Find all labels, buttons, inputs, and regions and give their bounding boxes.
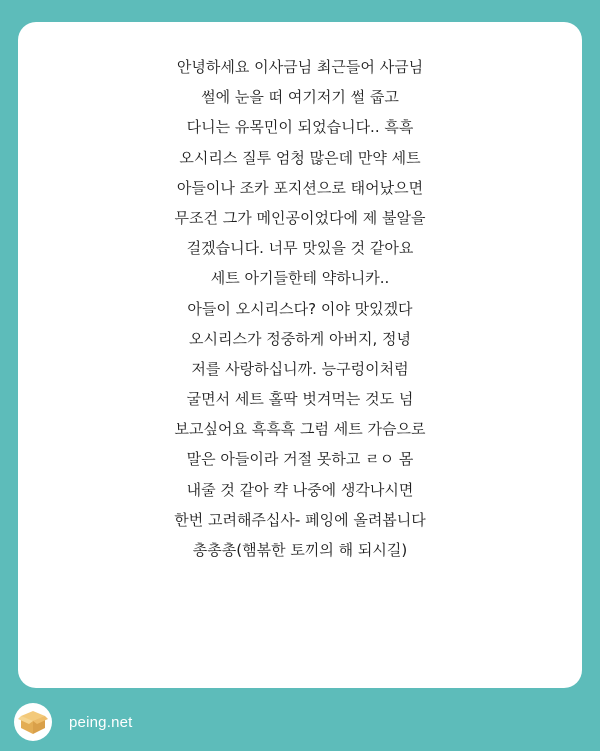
- question-line: 굴면서 세트 홀딱 벗겨먹는 것도 넘: [186, 390, 414, 409]
- question-line: 썰에 눈을 떠 여기저기 썰 줍고: [201, 88, 399, 107]
- question-line: 무조건 그가 메인공이었다에 제 불알을: [174, 208, 426, 227]
- question-line: 총총총(햄볶한 토끼의 해 되시길): [192, 541, 408, 559]
- question-line: 안녕하세요 이사금님 최근들어 사금님: [176, 58, 424, 76]
- question-line: 다니는 유목민이 되었습니다.. 흑흑: [186, 118, 414, 137]
- brand-link[interactable]: peing.net: [69, 713, 133, 731]
- question-line: 오시리스 질투 엄청 많은데 만약 세트: [179, 148, 421, 167]
- question-line: 한번 고려해주십사- 페잉에 올려봅니다: [174, 510, 426, 529]
- question-line: 아들이나 조카 포지션으로 태어났으면: [176, 178, 424, 197]
- question-line: 저를 사랑하십니까. 능구렁이처럼: [191, 359, 409, 378]
- question-text: [18, 52, 582, 565]
- question-card: [18, 22, 582, 688]
- question-line: 오시리스가 정중하게 아버지, 정녕: [189, 329, 411, 348]
- question-line: 아들이 오시리스다? 이야 맛있겠다: [187, 299, 413, 318]
- cardboard-box-icon: [14, 703, 52, 741]
- question-line: 말은 아들이라 거절 못하고 ㄹㅇ 몸: [186, 450, 414, 469]
- question-line: 보고싶어요 흑흑흑 그럼 세트 가슴으로: [174, 420, 426, 439]
- question-line: 내줄 것 같아 캭 나중에 생각나시면: [186, 480, 414, 499]
- question-line: 세트 아기들한테 약하니카..: [210, 269, 390, 288]
- question-line: 걸겠습니다. 너무 맛있을 것 같아요: [186, 239, 414, 258]
- footer: [14, 702, 133, 742]
